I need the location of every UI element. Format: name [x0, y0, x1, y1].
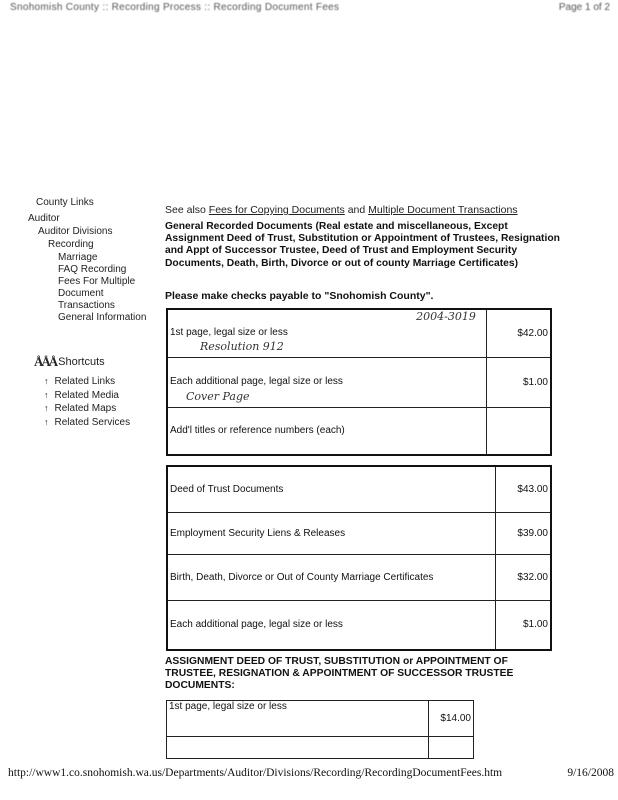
shortcuts-header — [34, 356, 130, 368]
shortcut-label: Related Services — [54, 416, 131, 428]
fee-amount: $42.00 — [486, 309, 551, 357]
footer-date: 9/16/2008 — [567, 767, 614, 779]
sidebar-item-fees-multiple[interactable]: Fees For Multiple — [58, 276, 136, 287]
fee-amount: $39.00 — [496, 512, 551, 554]
fee-description: Deed of Trust Documents — [167, 466, 496, 512]
shortcut-label: Related Media — [54, 389, 119, 401]
see-also-prefix: See also — [165, 204, 206, 216]
checks-payable-note: Please make checks payable to "Snohomish County". — [165, 290, 434, 302]
fee-amount: $32.00 — [496, 554, 551, 600]
up-arrow-icon: ↑ — [44, 416, 49, 427]
fee-amount: $43.00 — [496, 466, 551, 512]
fee-amount — [429, 737, 474, 759]
multiple-transactions-link[interactable]: Multiple Document Transactions — [368, 204, 518, 216]
table-row — [167, 701, 474, 737]
table-row — [167, 357, 551, 407]
fee-description: Each additional page, legal size or less — [170, 376, 343, 387]
fee-amount — [486, 407, 551, 455]
fee-description: Employment Security Liens & Releases — [167, 512, 496, 554]
table-row — [167, 309, 551, 357]
sidebar-recording-submenu — [58, 252, 146, 324]
table-row — [167, 600, 551, 650]
fee-description-cell — [167, 357, 486, 407]
sidebar-item-general-information[interactable]: General Information — [58, 312, 147, 323]
shortcut-label: Related Links — [54, 376, 116, 387]
sidebar-auditor-divisions[interactable]: Auditor Divisions — [38, 226, 113, 237]
shortcuts-title: Shortcuts — [58, 356, 105, 368]
table-row — [167, 737, 474, 759]
fee-amount: $14.00 — [429, 701, 474, 737]
shortcuts-panel — [34, 356, 130, 429]
fee-description: Each additional page, legal size or less — [167, 600, 496, 650]
fee-description: 1st page, legal size or less — [170, 327, 288, 339]
sidebar-item-marriage[interactable]: Marriage — [58, 252, 98, 263]
up-arrow-icon: ↑ — [44, 403, 49, 413]
fees-copying-link[interactable]: Fees for Copying Documents — [208, 204, 345, 216]
table-row — [167, 512, 551, 554]
see-also-line — [165, 204, 518, 216]
up-arrow-icon: ↑ — [44, 389, 49, 400]
print-page-number: Page 1 of 2 — [558, 2, 610, 13]
handwritten-note: Resolution 912 — [200, 340, 284, 354]
general-fees-table — [166, 308, 552, 456]
handwritten-number: 2004-3019 — [416, 310, 476, 324]
sidebar-item-faq-recording[interactable]: FAQ Recording — [58, 264, 127, 275]
table-row — [167, 466, 551, 512]
sidebar-item-transactions[interactable]: Transactions — [58, 300, 115, 311]
table-row — [167, 407, 551, 455]
shortcut-related-services[interactable] — [34, 416, 130, 430]
print-header-title: Snohomish County :: Recording Process :: Recording Document Fees — [10, 2, 340, 13]
sidebar-county-links[interactable]: County Links — [36, 197, 94, 208]
fee-amount: $1.00 — [496, 600, 551, 650]
fee-description: Add'l titles or reference numbers (each) — [167, 407, 486, 455]
fee-description-cell — [167, 309, 486, 357]
fee-description — [167, 737, 429, 759]
shortcut-related-links[interactable] — [34, 375, 130, 389]
fee-description: Birth, Death, Divorce or Out of County Marriage Certificates — [167, 554, 496, 600]
up-arrow-icon: ↑ — [44, 376, 49, 386]
fee-amount: $1.00 — [486, 357, 551, 407]
special-fees-table — [166, 465, 552, 651]
fee-description: 1st page, legal size or less — [167, 701, 429, 737]
sidebar-auditor[interactable]: Auditor — [28, 213, 60, 224]
handwritten-note: Cover Page — [186, 390, 250, 403]
shortcut-related-media[interactable] — [34, 389, 130, 403]
sidebar-recording[interactable]: Recording — [48, 239, 94, 250]
sidebar-item-document[interactable]: Document — [58, 288, 104, 299]
assignment-fees-table — [166, 700, 474, 759]
see-also-and: and — [347, 204, 366, 216]
shortcut-related-maps[interactable] — [34, 402, 130, 416]
table-row — [167, 554, 551, 600]
assignment-heading: ASSIGNMENT DEED OF TRUST, SUBSTITUTION or APPOINTMENT OF TRUSTEE, RESIGNATION & APPOINTMENT OF SUCCESSOR TRUSTEE DOCUMENTS: — [165, 656, 514, 691]
general-documents-intro: General Recorded Documents (Real estate and miscellaneous, Except Assignment Deed of Trust, Substitution or Appointment of Trustees, Resignation and Appt of Successor Trustee, Deed of Trust and Employment Security Documents, Death, Birth, Divorce or out of county Marriage Certificates) — [165, 221, 560, 269]
shortcut-label: Related Maps — [54, 403, 117, 414]
shortcuts-icon: ÅÅÅ — [34, 354, 57, 369]
footer-url: http://www1.co.snohomish.wa.us/Departments/Auditor/Divisions/Recording/RecordingDocumentFees.htm — [8, 767, 503, 779]
